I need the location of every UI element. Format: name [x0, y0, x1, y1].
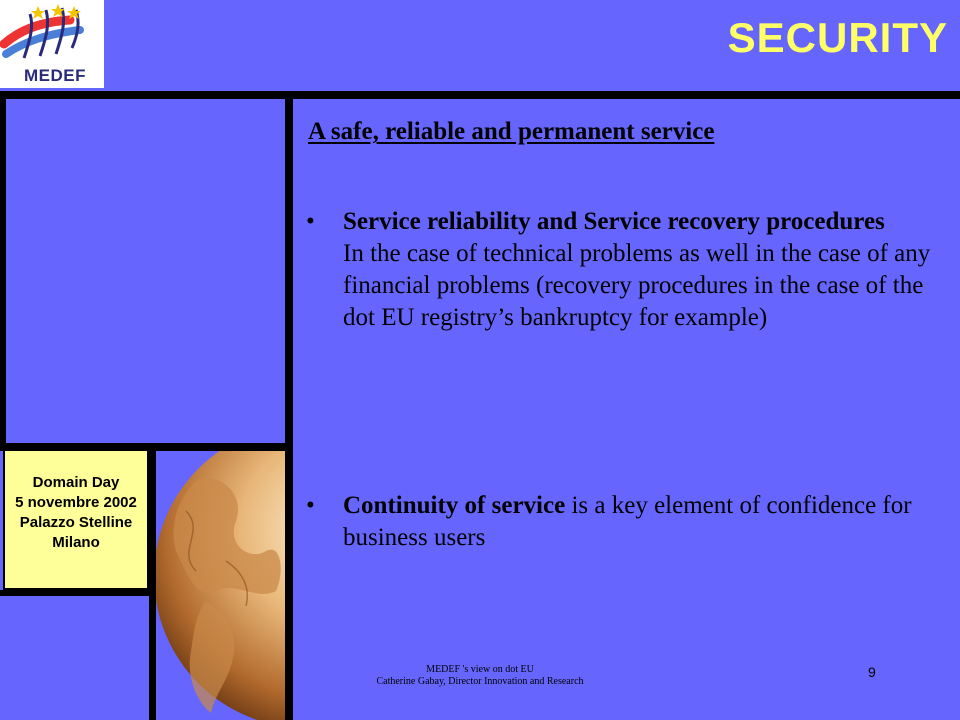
bullet-marker: • — [306, 492, 315, 519]
bullet-1-body: In the case of technical problems as well in the case of any financial problems (recovery procedures in the case of the dot EU registry’s bankruptcy for example) — [343, 240, 931, 331]
medef-emblem-icon — [0, 0, 104, 66]
event-date: 5 novembre 2002 — [15, 494, 137, 511]
slide-title: SECURITY — [727, 14, 948, 61]
bullet-marker: • — [306, 208, 315, 235]
globe-left-border — [149, 445, 156, 720]
slide-footer — [330, 664, 630, 688]
top-divider — [0, 91, 960, 99]
footer-line-2: Catherine Gabay, Director Innovation and Research — [376, 676, 584, 687]
medef-logo — [0, 0, 104, 88]
bullet-1-heading: Service reliability and Service recovery procedures — [343, 208, 885, 235]
bullet-2-body: is a key element of confidence for business users — [343, 492, 912, 551]
footer-line-1: MEDEF 's view on dot EU — [426, 664, 534, 675]
event-name: Domain Day — [32, 474, 120, 491]
page-number: 9 — [868, 664, 876, 680]
event-bottom-border — [0, 590, 156, 596]
bullet-2-heading: Continuity of service — [343, 492, 566, 519]
vertical-divider — [285, 91, 293, 720]
globe-icon — [156, 451, 285, 720]
left-panel-divider — [0, 91, 6, 449]
bullet-item-1 — [306, 206, 946, 334]
globe-image — [156, 451, 285, 720]
event-info-box — [3, 449, 149, 590]
bullet-item-2 — [306, 490, 946, 554]
logo-wordmark: MEDEF — [24, 66, 86, 85]
slide-subtitle: A safe, reliable and permanent service — [308, 118, 715, 145]
event-venue: Palazzo Stelline — [19, 514, 133, 531]
event-city: Milano — [52, 534, 100, 551]
